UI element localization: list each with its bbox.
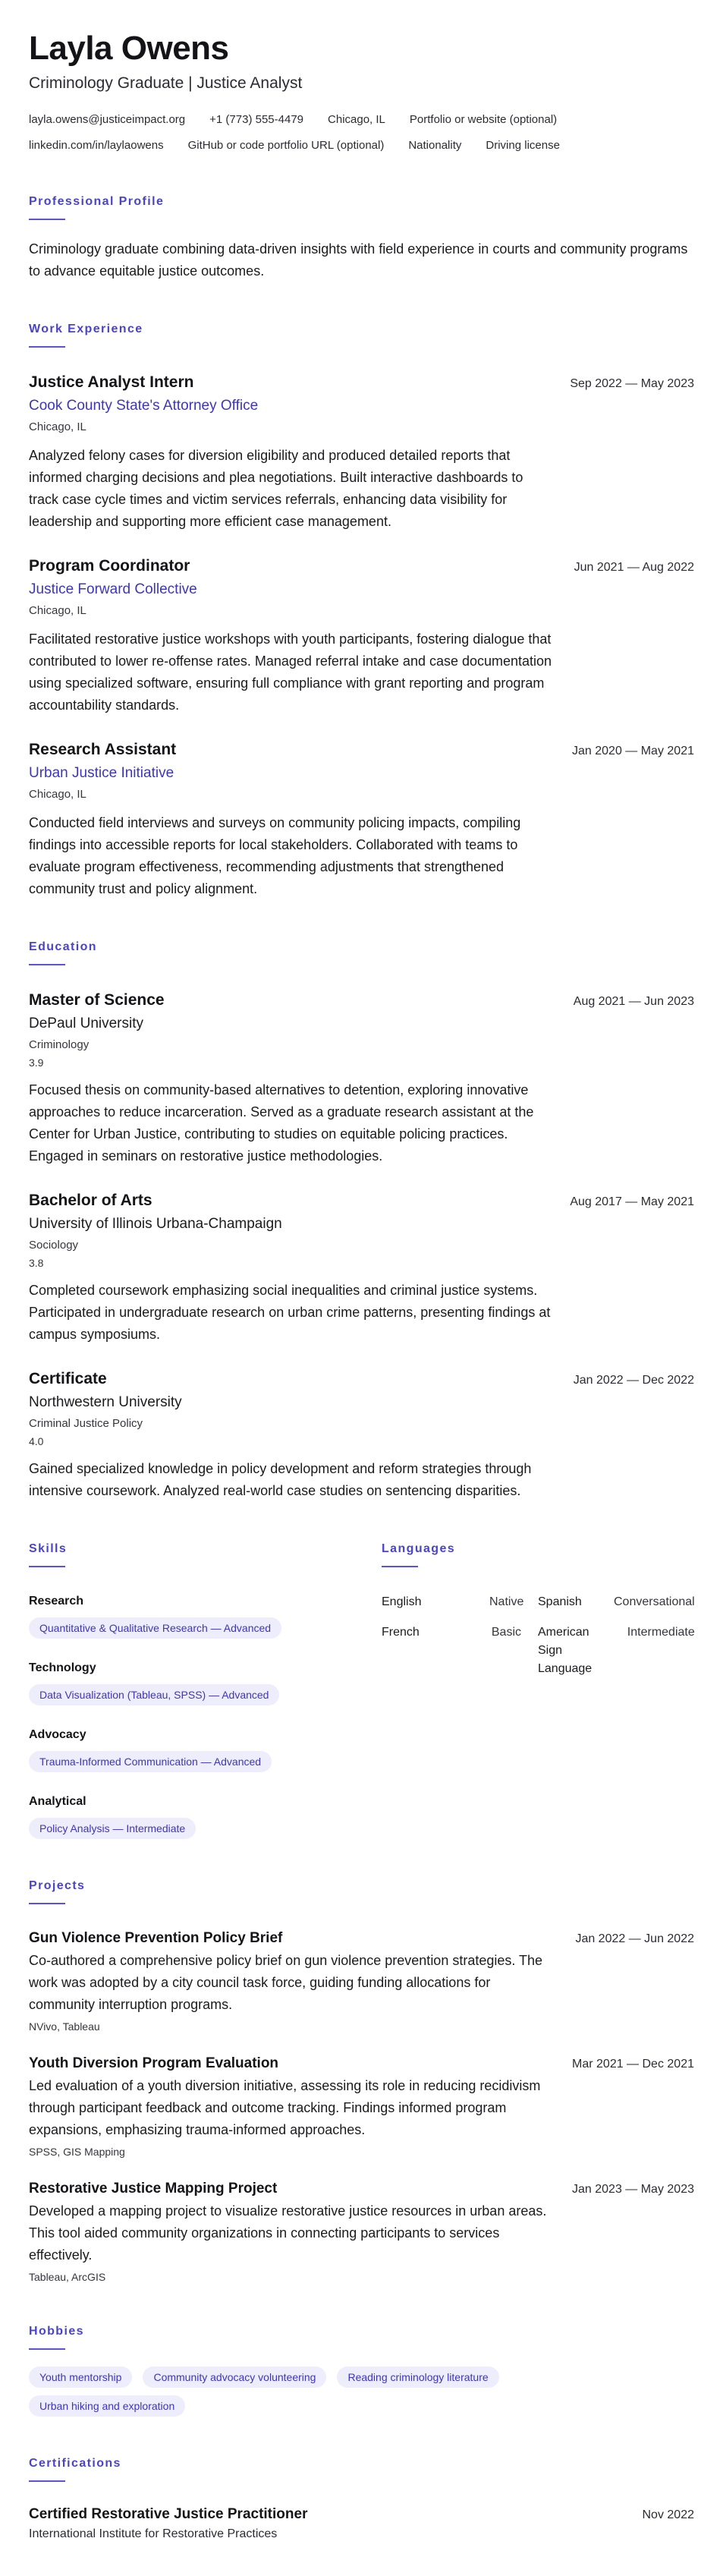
project-date: Jan 2022 — Jun 2022 (575, 1932, 694, 1945)
job-employer: Justice Forward Collective (29, 581, 197, 597)
degree-date: Jan 2022 — Dec 2022 (573, 1374, 694, 1387)
candidate-subtitle: Criminology Graduate | Justice Analyst (29, 74, 303, 92)
job-employer: Cook County State's Attorney Office (29, 398, 259, 414)
contact-row-secondary (29, 137, 694, 155)
project-entry (29, 1929, 694, 2034)
job-title: Program Coordinator (29, 557, 190, 575)
contact-row-primary (29, 111, 694, 129)
language-name: English (382, 1595, 422, 1608)
hobby-tag: Community advocacy volunteering (143, 2367, 326, 2388)
section-title-languages: Languages (382, 1542, 456, 1555)
hobbies-list (29, 2367, 575, 2417)
language-name: Spanish (538, 1595, 582, 1608)
section-divider (29, 1566, 65, 1567)
certification-issuer: International Institute for Restorative Practices (29, 2527, 278, 2540)
section-title-skills: Skills (29, 1542, 68, 1555)
project-tools: SPSS, GIS Mapping (29, 2146, 125, 2158)
degree-date: Aug 2017 — May 2021 (570, 1195, 694, 1208)
projects-section (29, 1878, 694, 2285)
section-title-projects: Projects (29, 1879, 86, 1892)
skill-group-name: Technology (29, 1661, 96, 1674)
certification-entry (29, 2505, 694, 2543)
skill-group (29, 1727, 382, 1772)
contact-phone[interactable]: +1 (773) 555-4479 (209, 113, 304, 126)
profile-section (29, 194, 694, 282)
degree-date: Aug 2021 — Jun 2023 (573, 995, 694, 1008)
section-title-work: Work Experience (29, 323, 143, 335)
section-divider (29, 1903, 65, 1904)
certification-title: Certified Restorative Justice Practitioner (29, 2506, 308, 2522)
degree-gpa: 4.0 (29, 1435, 44, 1447)
work-section (29, 322, 694, 900)
hobbies-section (29, 2324, 694, 2417)
degree-title: Master of Science (29, 991, 165, 1009)
skill-group-name: Advocacy (29, 1728, 86, 1741)
skill-group-name: Analytical (29, 1795, 86, 1808)
section-divider (29, 346, 65, 348)
language-name: French (382, 1626, 420, 1639)
language-level: Native (489, 1595, 524, 1608)
section-divider (29, 219, 65, 220)
project-title: Youth Diversion Program Evaluation (29, 2055, 279, 2071)
work-entry (29, 556, 694, 716)
contact-linkedin[interactable]: linkedin.com/in/laylaowens (29, 139, 164, 152)
job-description: Conducted field interviews and surveys on community policing impacts, compiling findings into accessible reports for local stakeholders. Collaborated with teams to evaluate program effectiveness, recommending adjustments that strengthened community trust and policy alignment. (29, 815, 521, 896)
skill-group-name: Research (29, 1595, 84, 1608)
job-title: Research Assistant (29, 741, 177, 758)
project-date: Jan 2023 — May 2023 (572, 2183, 694, 2196)
languages-section (382, 1542, 694, 1839)
skills-section (29, 1542, 382, 1839)
project-title: Restorative Justice Mapping Project (29, 2181, 278, 2197)
profile-summary: Criminology graduate combining data-driven insights with field experience in courts and community programs to advance equitable justice outcomes. (29, 241, 688, 279)
hobby-tag: Reading criminology literature (337, 2367, 498, 2388)
language-name: American Sign Language (538, 1626, 593, 1675)
degree-title: Bachelor of Arts (29, 1192, 152, 1209)
work-entry (29, 739, 694, 900)
resume-header (29, 29, 694, 155)
section-divider (382, 1566, 418, 1567)
job-location: Chicago, IL (29, 788, 86, 801)
candidate-name: Layla Owens (29, 30, 229, 67)
skill-group (29, 1593, 382, 1639)
job-employer: Urban Justice Initiative (29, 765, 174, 781)
degree-description: Focused thesis on community-based alternatives to detention, exploring innovative approaches to reduce incarceration. Served as a graduate research assistant at the Center for Urban Justice, contributing to studies on equitable policing practices. Engaged in seminars on restorative justice methodologies. (29, 1082, 534, 1164)
contact-portfolio[interactable]: Portfolio or website (optional) (409, 113, 558, 126)
section-divider (29, 964, 65, 965)
education-entry (29, 1190, 694, 1346)
education-entry (29, 1368, 694, 1502)
degree-field: Criminal Justice Policy (29, 1417, 143, 1430)
degree-field: Criminology (29, 1038, 90, 1051)
language-level: Intermediate (627, 1626, 695, 1639)
section-divider (29, 2480, 65, 2482)
skill-tag: Trauma-Informed Communication — Advanced (29, 1751, 272, 1772)
job-description: Facilitated restorative justice workshops with youth participants, fostering dialogue that contributed to lower re-offense rates. Managed referral intake and case documentation using specialized software, ensuring full compliance with grant reporting and program accountability standards. (29, 631, 552, 713)
contact-location: Chicago, IL (328, 113, 385, 126)
skills-languages-row (29, 1542, 694, 1839)
contact-email[interactable]: layla.owens@justiceimpact.org (29, 113, 186, 126)
degree-description: Gained specialized knowledge in policy development and reform strategies through intensive coursework. Analyzed real-world case studies on sentencing disparities. (29, 1461, 532, 1498)
section-title-certifications: Certifications (29, 2457, 121, 2470)
degree-title: Certificate (29, 1370, 107, 1387)
job-date: Sep 2022 — May 2023 (570, 377, 694, 390)
section-title-education: Education (29, 940, 97, 953)
school-name: Northwestern University (29, 1394, 182, 1410)
section-title-profile: Professional Profile (29, 195, 165, 208)
certifications-section (29, 2456, 694, 2543)
school-name: DePaul University (29, 1016, 143, 1031)
skill-group (29, 1660, 382, 1705)
project-entry (29, 2179, 694, 2285)
degree-gpa: 3.8 (29, 1257, 44, 1269)
contact-github[interactable]: GitHub or code portfolio URL (optional) (187, 139, 385, 152)
project-description: Developed a mapping project to visualize restorative justice resources in urban areas. This tool aided community organizations in connecting participants to services effectively. (29, 2203, 547, 2263)
job-location: Chicago, IL (29, 604, 86, 617)
certification-date: Nov 2022 (642, 2508, 694, 2521)
job-date: Jun 2021 — Aug 2022 (574, 561, 694, 574)
education-section (29, 940, 694, 1502)
skill-tag: Policy Analysis — Intermediate (29, 1818, 196, 1839)
job-description: Analyzed felony cases for diversion eligibility and produced detailed reports that informed charging decisions and plea negotiations. Built interactive dashboards to track case cycle times and victim services referrals, enhancing data visibility for leadership and supporting more efficient case management. (29, 448, 523, 529)
section-title-hobbies: Hobbies (29, 2325, 84, 2338)
project-tools: Tableau, ArcGIS (29, 2271, 106, 2283)
project-description: Co-authored a comprehensive policy brief on gun violence prevention strategies. The work was adopted by a city council task force, guiding funding allocations for community interruption programs. (29, 1953, 543, 2012)
section-divider (29, 2348, 65, 2350)
school-name: University of Illinois Urbana-Champaign (29, 1216, 282, 1232)
language-level: Basic (491, 1626, 521, 1639)
skill-tag: Quantitative & Qualitative Research — Advanced (29, 1617, 281, 1639)
contact-nationality: Nationality (408, 139, 462, 152)
work-entry (29, 372, 694, 533)
contact-driving-license: Driving license (486, 139, 560, 152)
job-title: Justice Analyst Intern (29, 373, 194, 391)
job-date: Jan 2020 — May 2021 (572, 745, 694, 757)
hobby-tag: Urban hiking and exploration (29, 2395, 185, 2417)
job-location: Chicago, IL (29, 420, 86, 433)
education-entry (29, 990, 694, 1167)
degree-gpa: 3.9 (29, 1057, 44, 1069)
languages-list (382, 1593, 694, 1678)
hobby-tag: Youth mentorship (29, 2367, 132, 2388)
skill-tag: Data Visualization (Tableau, SPSS) — Advanced (29, 1684, 279, 1705)
project-tools: NVivo, Tableau (29, 2020, 100, 2033)
project-description: Led evaluation of a youth diversion initiative, assessing its role in reducing recidivism through participant feedback and outcome tracking. Findings informed program expansions, emphasizing trauma-informed approaches. (29, 2078, 541, 2137)
project-title: Gun Violence Prevention Policy Brief (29, 1930, 283, 1946)
degree-description: Completed coursework emphasizing social inequalities and criminal justice systems. Participated in undergraduate research on urban crime patterns, presenting findings at campus symposiums. (29, 1283, 551, 1342)
project-date: Mar 2021 — Dec 2021 (572, 2058, 694, 2071)
project-entry (29, 2054, 694, 2159)
skill-group (29, 1793, 382, 1839)
language-level: Conversational (614, 1595, 695, 1608)
degree-field: Sociology (29, 1239, 79, 1252)
